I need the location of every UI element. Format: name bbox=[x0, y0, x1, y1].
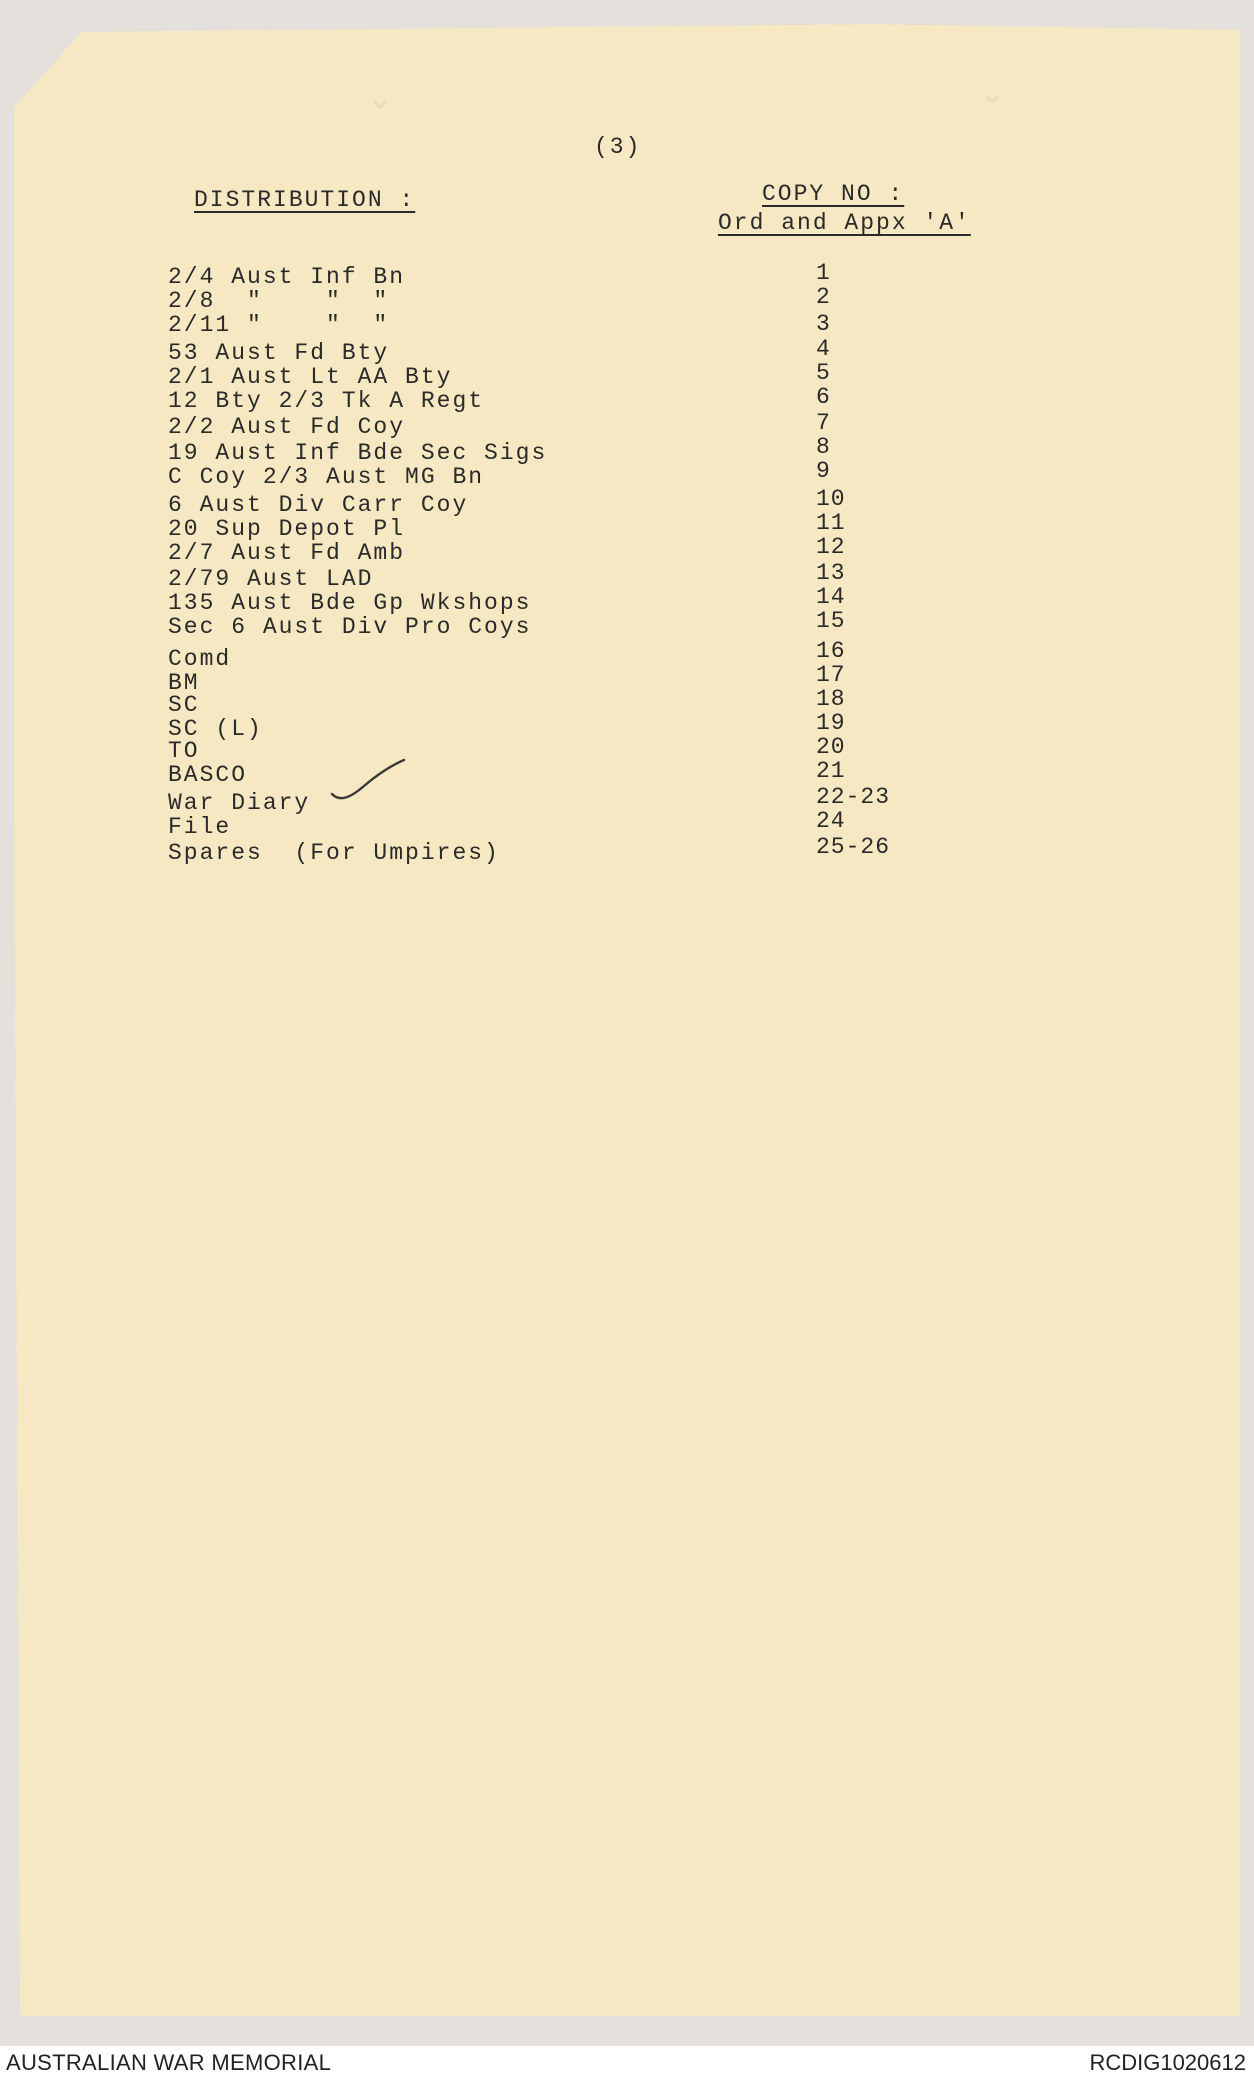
distribution-unit: Spares (For Umpires) bbox=[168, 840, 500, 866]
staple-hole-mark: ⌄ bbox=[366, 78, 395, 118]
archive-reference: RCDIG1020612 bbox=[1089, 2050, 1246, 2075]
copy-no-heading: COPY NO : bbox=[762, 181, 905, 207]
distribution-unit: War Diary bbox=[168, 790, 311, 816]
copy-number: 22-23 bbox=[816, 784, 891, 810]
copy-no-subheading: Ord and Appx 'A' bbox=[718, 210, 971, 236]
distribution-unit: 2/1 Aust Lt AA Bty bbox=[168, 364, 453, 390]
copy-number: 12 bbox=[816, 534, 846, 560]
distribution-unit: 20 Sup Depot Pl bbox=[168, 516, 406, 542]
copy-number: 16 bbox=[816, 638, 846, 664]
copy-number: 17 bbox=[816, 662, 846, 688]
copy-number: 18 bbox=[816, 686, 846, 712]
distribution-unit: 2/79 Aust LAD bbox=[168, 566, 374, 592]
distribution-unit: 12 Bty 2/3 Tk A Regt bbox=[168, 388, 485, 414]
distribution-unit: 2/7 Aust Fd Amb bbox=[168, 540, 406, 566]
copy-number: 25-26 bbox=[816, 834, 891, 860]
copy-number: 21 bbox=[816, 758, 846, 784]
copy-number: 8 bbox=[816, 434, 831, 460]
copy-number: 7 bbox=[816, 410, 831, 436]
distribution-unit: Comd bbox=[168, 646, 232, 672]
copy-number: 4 bbox=[816, 336, 831, 362]
page-number: (3) bbox=[594, 134, 642, 160]
copy-number: 1 bbox=[816, 260, 831, 286]
distribution-unit: BM bbox=[168, 670, 200, 696]
distribution-unit: 2/11 " " " bbox=[168, 312, 390, 338]
copy-number: 14 bbox=[816, 584, 846, 610]
distribution-unit: 2/2 Aust Fd Coy bbox=[168, 414, 406, 440]
copy-number: 15 bbox=[816, 608, 846, 634]
copy-number: 3 bbox=[816, 311, 831, 337]
copy-number: 9 bbox=[816, 458, 831, 484]
distribution-unit: TO bbox=[168, 738, 200, 764]
distribution-unit: Sec 6 Aust Div Pro Coys bbox=[168, 614, 532, 640]
copy-number: 20 bbox=[816, 734, 846, 760]
distribution-unit: 2/4 Aust Inf Bn bbox=[168, 264, 406, 290]
copy-number: 6 bbox=[816, 384, 831, 410]
staple-hole-mark: ⌄ bbox=[978, 72, 1007, 112]
distribution-unit: 6 Aust Div Carr Coy bbox=[168, 492, 469, 518]
distribution-unit: 53 Aust Fd Bty bbox=[168, 340, 390, 366]
distribution-unit: BASCO bbox=[168, 762, 248, 788]
distribution-unit: 19 Aust Inf Bde Sec Sigs bbox=[168, 440, 548, 466]
distribution-unit: 2/8 " " " bbox=[168, 288, 390, 314]
copy-number: 13 bbox=[816, 560, 846, 586]
copy-number: 5 bbox=[816, 360, 831, 386]
distribution-unit: 135 Aust Bde Gp Wkshops bbox=[168, 590, 532, 616]
distribution-unit: SC bbox=[168, 692, 200, 718]
distribution-heading: DISTRIBUTION : bbox=[194, 187, 416, 213]
distribution-unit: C Coy 2/3 Aust MG Bn bbox=[168, 464, 485, 490]
distribution-unit: File bbox=[168, 814, 232, 840]
copy-number: 19 bbox=[816, 710, 846, 736]
archive-name: AUSTRALIAN WAR MEMORIAL bbox=[6, 2050, 332, 2075]
copy-number: 24 bbox=[816, 808, 846, 834]
copy-number: 2 bbox=[816, 284, 831, 310]
copy-number: 11 bbox=[816, 510, 846, 536]
handwritten-tick-icon bbox=[328, 756, 408, 806]
copy-number: 10 bbox=[816, 486, 846, 512]
distribution-unit: SC (L) bbox=[168, 716, 263, 742]
